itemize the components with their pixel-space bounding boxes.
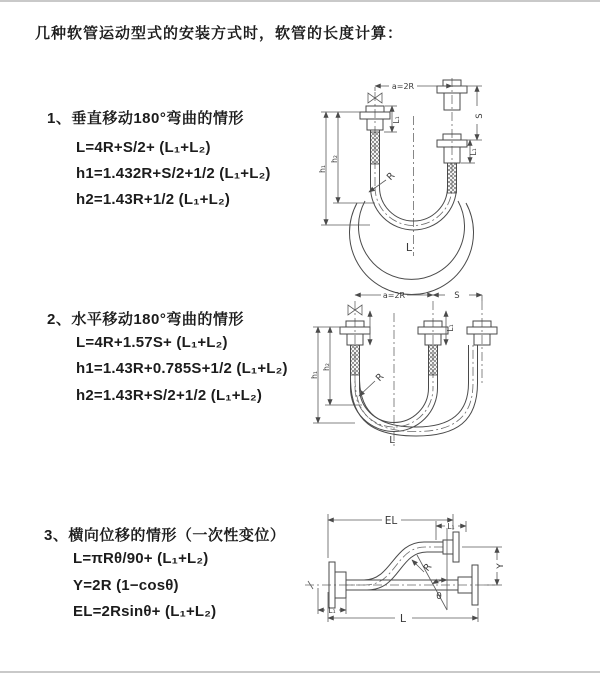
dim-label-r: R xyxy=(421,561,435,574)
dimension-el xyxy=(328,514,453,558)
radius-callout xyxy=(359,371,387,396)
section-1-heading: 1、垂直移动180°弯曲的情形 xyxy=(47,110,244,127)
diagram-vertical-180-bend xyxy=(313,70,600,265)
braid-section xyxy=(351,345,360,375)
dim-label-l-total: L xyxy=(389,435,395,446)
dim-label-h2: h₂ xyxy=(330,155,339,163)
braid-section xyxy=(371,132,380,164)
section-1-formula-l: L=4R+S/2+ (L₁+L₂) xyxy=(76,139,211,156)
dim-label-l1: L₁ xyxy=(328,606,336,615)
dim-label-h1: h₁ xyxy=(310,371,319,379)
section-1-formula-h1: h1=1.432R+S/2+1/2 (L₁+L₂) xyxy=(76,165,271,182)
dim-label-h2: h₂ xyxy=(322,363,331,371)
dimension-y xyxy=(462,547,506,585)
dim-label-l1: L₁ xyxy=(446,324,455,332)
dim-label-h1: h₁ xyxy=(318,165,327,173)
dim-label-a2r: a=2R xyxy=(391,82,415,91)
dimension-h2 xyxy=(330,112,375,203)
dimension-s xyxy=(461,86,485,140)
diagram-lateral-displacement xyxy=(300,500,600,665)
page-bottom-edge xyxy=(0,671,600,673)
radius-callout xyxy=(412,560,435,574)
dim-label-l-total: L xyxy=(405,241,413,254)
page-top-edge xyxy=(0,0,600,2)
dim-label-s: S xyxy=(454,291,460,301)
dim-label-s: S xyxy=(475,113,485,119)
section-1-formula-h2: h2=1.43R+1/2 (L₁+L₂) xyxy=(76,191,231,208)
section-2-heading: 2、水平移动180°弯曲的情形 xyxy=(47,311,244,328)
section-3-formula-el: EL=2Rsinθ+ (L₁+L₂) xyxy=(73,603,217,620)
dim-label-l1: L₁ xyxy=(447,522,455,531)
dimension-a2r xyxy=(355,291,433,300)
dim-label-r: R xyxy=(384,170,398,183)
centerlines xyxy=(375,78,452,256)
u-hose-moved xyxy=(351,345,478,436)
page-title: 几种软管运动型式的安装方式时，软管的长度计算： xyxy=(35,25,404,42)
section-2-formula-h1: h1=1.43R+0.785S+1/2 (L₁+L₂) xyxy=(76,360,288,377)
dim-label-l1: L₁ xyxy=(392,116,401,124)
flange-fitting-right-upper xyxy=(443,532,459,562)
diagram-horizontal-180-bend xyxy=(305,283,600,468)
dimension-l1-bottom xyxy=(318,588,346,615)
section-3-heading: 3、横向位移的情形（一次性变位） xyxy=(44,527,286,544)
section-3-formula-l: L=πRθ/90+ (L₁+L₂) xyxy=(73,550,209,567)
dimension-l1-middle xyxy=(446,311,455,345)
dim-label-y: Y xyxy=(496,563,506,569)
section-3-formula-y: Y=2R (1−cosθ) xyxy=(73,577,179,594)
dim-label-a2r: a=2R xyxy=(382,291,406,300)
section-2-formula-l: L=4R+1.57S+ (L₁+L₂) xyxy=(76,334,228,351)
braid-section xyxy=(429,345,438,375)
dimension-s xyxy=(433,291,482,301)
dim-label-el: EL xyxy=(384,515,398,527)
dimension-l xyxy=(328,592,478,625)
dimension-h1 xyxy=(310,327,355,423)
dimension-l1-top xyxy=(436,521,466,540)
dim-label-theta: θ xyxy=(436,592,442,602)
section-2-formula-h2: h2=1.43R+S/2+1/2 (L₁+L₂) xyxy=(76,387,263,404)
braid-section xyxy=(448,163,457,193)
dim-label-r: R xyxy=(373,371,387,384)
dim-label-l1: L₁ xyxy=(469,148,478,156)
dim-label-l: L xyxy=(399,612,407,625)
radius-callout xyxy=(369,170,398,192)
u-hose xyxy=(350,130,474,295)
dimension-l1-right xyxy=(461,140,478,163)
